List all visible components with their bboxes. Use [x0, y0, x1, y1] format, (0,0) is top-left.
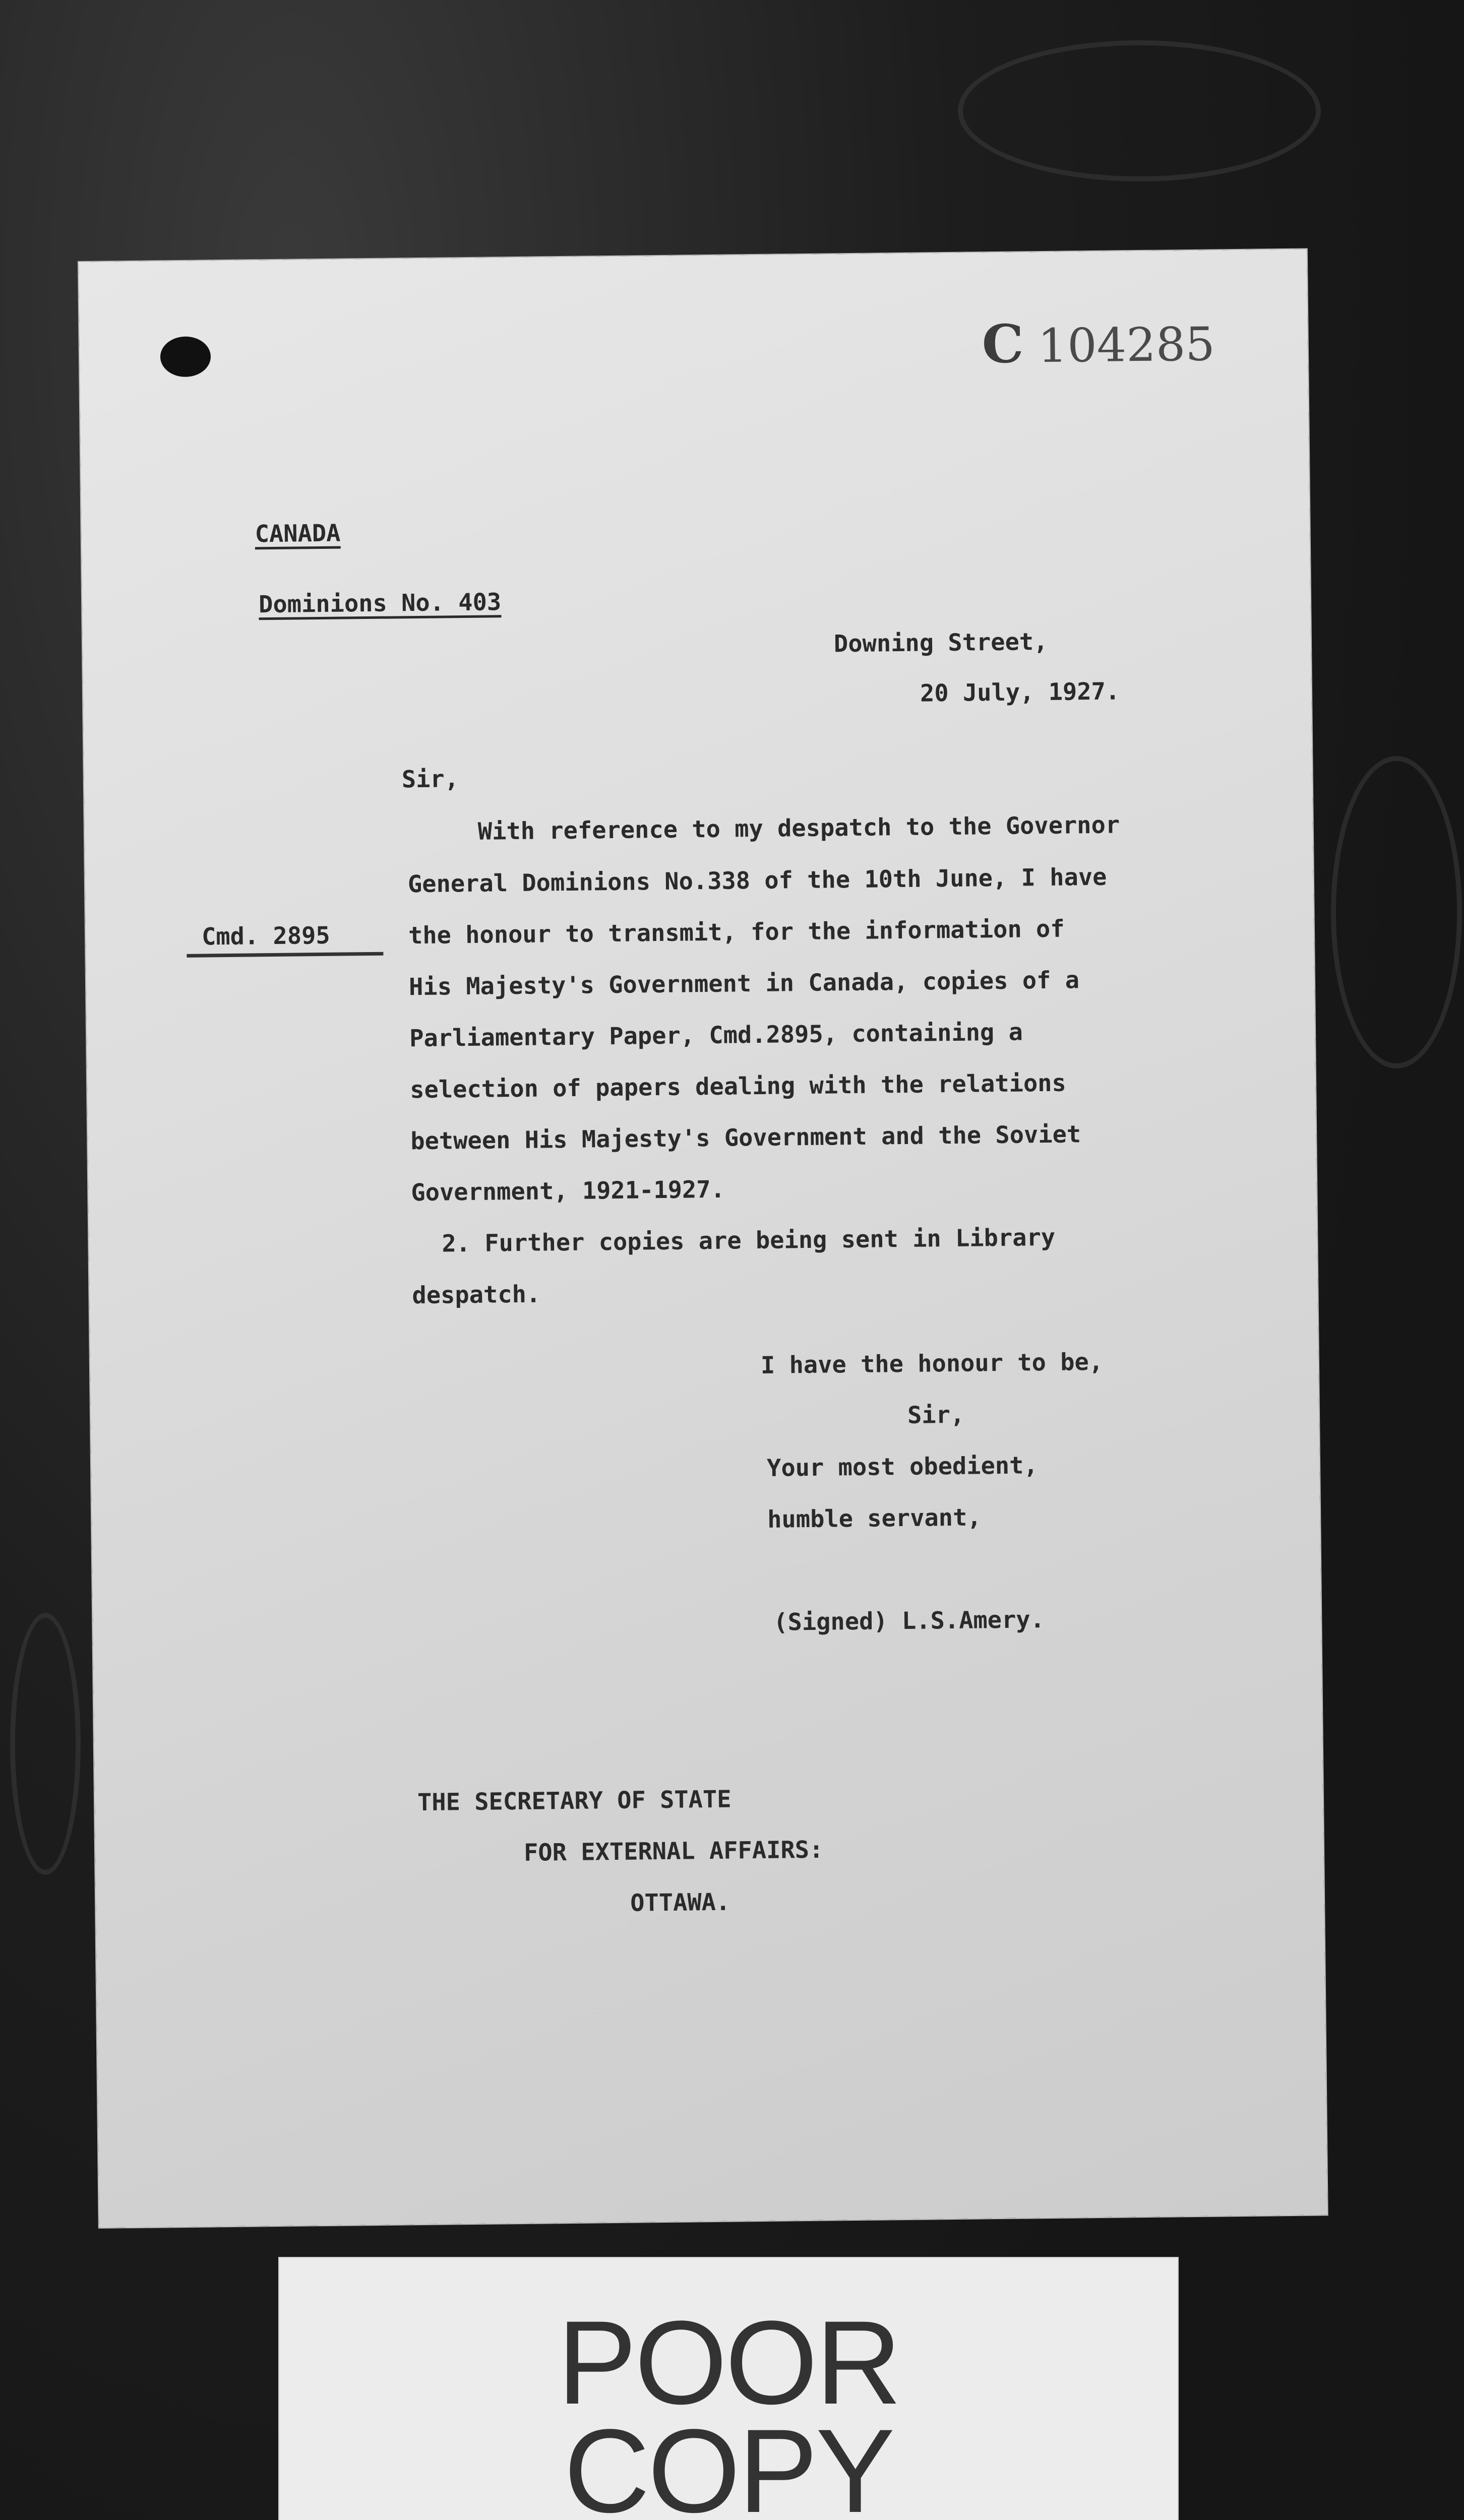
body-line: General Dominions No.338 of the 10th June, I have — [407, 863, 1107, 899]
body-line: selection of papers dealing with the relations — [409, 1069, 1067, 1104]
margin-note-rule — [187, 952, 383, 958]
addressee-line: OTTAWA. — [630, 1888, 730, 1917]
body-line: 2. Further copies are being sent in Library — [442, 1223, 1056, 1258]
body-line: His Majesty's Government in Canada, copies of a — [408, 966, 1080, 1001]
background-texture-mark — [10, 1613, 81, 1875]
poor-copy-line-1: POOR — [557, 2296, 900, 2429]
sender-address: Downing Street, — [833, 627, 1048, 658]
background-texture-mark — [958, 40, 1321, 181]
closing-line: Your most obedient, — [766, 1452, 1039, 1482]
signature-line: (Signed) L.S.Amery. — [773, 1606, 1045, 1636]
reference-number: 104285 — [1038, 317, 1215, 373]
body-line: With reference to my despatch to the Governor — [477, 811, 1120, 846]
reference-stamp — [982, 310, 1215, 375]
closing-line: I have the honour to be, — [760, 1348, 1104, 1379]
body-line: the honour to transmit, for the information of — [408, 915, 1065, 950]
body-line: between His Majesty's Government and the Soviet — [410, 1120, 1081, 1156]
punch-hole — [160, 336, 211, 377]
letter-sheet — [79, 249, 1327, 2227]
body-line: Parliamentary Paper, Cmd.2895, containing a — [409, 1018, 1023, 1053]
body-line: despatch. — [412, 1280, 541, 1310]
addressee-line: FOR EXTERNAL AFFAIRS: — [523, 1836, 824, 1867]
body-line: Government, 1921-1927. — [411, 1175, 725, 1207]
heading-despatch-number: Dominions No. 403 — [258, 588, 502, 619]
heading-country: CANADA — [255, 519, 341, 548]
closing-line: humble servant, — [767, 1503, 982, 1534]
background-texture-mark — [1331, 756, 1462, 1068]
letter-date: 20 July, 1927. — [920, 677, 1120, 708]
closing-line: Sir, — [907, 1401, 965, 1429]
salutation: Sir, — [401, 765, 459, 794]
poor-copy-label — [278, 2257, 1179, 2520]
margin-note: Cmd. 2895 — [201, 921, 330, 951]
poor-copy-line-2: COPY — [564, 2405, 893, 2520]
addressee-line: THE SECRETARY OF STATE — [417, 1785, 731, 1817]
reference-prefix-symbol: C — [982, 312, 1024, 375]
